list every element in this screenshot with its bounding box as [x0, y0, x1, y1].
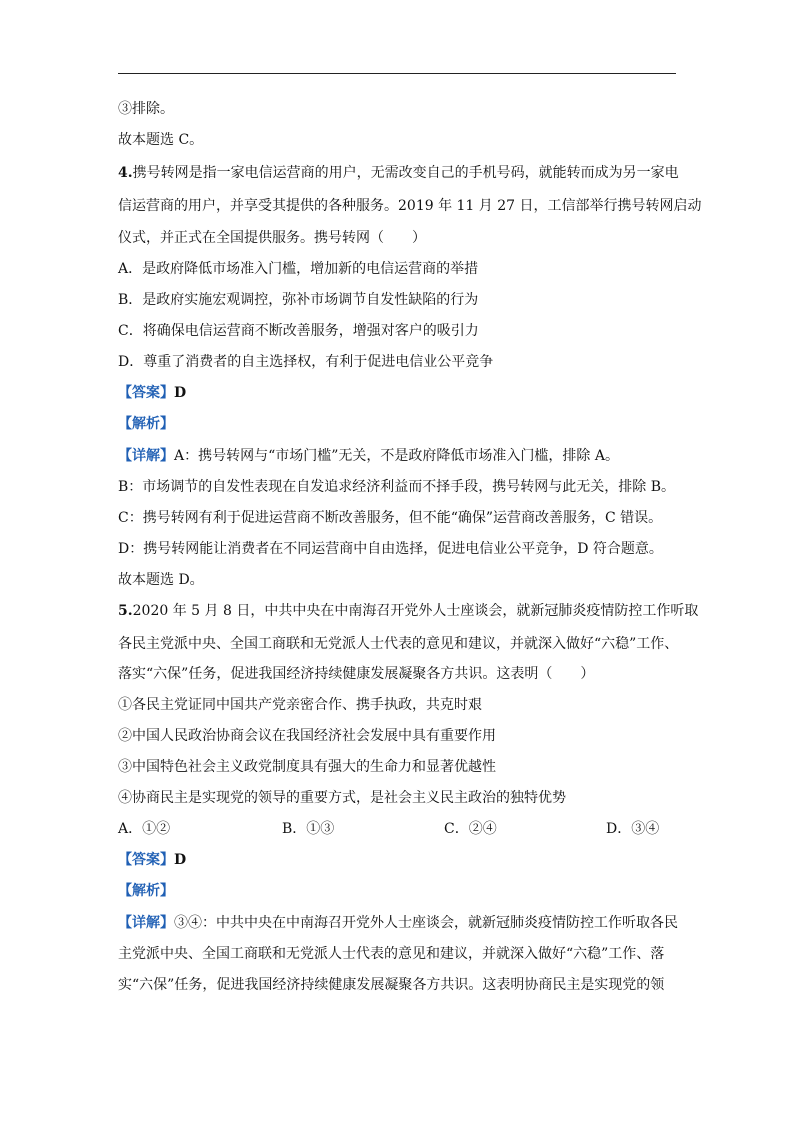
q5-statement-3: ③中国特色社会主义政党制度具有强大的生命力和显著优越性 [118, 759, 496, 775]
q5-answer [118, 850, 688, 870]
q5-answer-value: D [174, 852, 187, 868]
q4-option-d: D．尊重了消费者的自主选择权，有利于促进电信业公平竞争 [118, 354, 494, 370]
q5-choice-c: C．②④ [444, 821, 497, 837]
q4-detail-text-1: A：携号转网与“市场门槛”无关，不是政府降低市场准入门槛，排除 A。 [174, 448, 619, 464]
q5-detail-line-3: 实“六保”任务，促进我国经济持续健康发展凝聚各方共识。这表明协商民主是实现党的领 [118, 977, 665, 993]
q4-detail-line-2: B：市场调节的自发性表现在自发追求经济利益而不择手段，携号转网与此无关，排除 B。 [118, 479, 676, 495]
q5-analysis [118, 881, 688, 901]
q5-choice-d: D．③④ [606, 821, 660, 837]
q5-stem-line-3: 落实“六保”任务，促进我国经济持续健康发展凝聚各方共识。这表明（ ） [118, 666, 595, 682]
q4-stem-line-2: 信运营商的用户，并享受其提供的各种服务。2019 年 11 月 27 日，工信部举行携号转网启动 [118, 198, 702, 214]
q5-detail-line-2: 主党派中央、全国工商联和无党派人士代表的意见和建议，并就深入做好“六稳”工作、落 [118, 946, 665, 962]
q4-number: 4. [118, 165, 133, 181]
q4-analysis-label: 【解析】 [118, 416, 174, 432]
q5-detail-line-1 [118, 913, 688, 933]
q5-stem-line-1 [118, 601, 699, 621]
q4-detail-label: 【详解】 [118, 448, 174, 464]
q4-option-c: C．将确保电信运营商不断改善服务，增强对客户的吸引力 [118, 323, 479, 339]
q5-stem-line-2: 各民主党派中央、全国工商联和无党派人士代表的意见和建议，并就深入做好“六稳”工作、 [118, 636, 679, 652]
q5-detail-label: 【详解】 [118, 915, 174, 931]
q5-answer-label: 【答案】 [118, 852, 174, 868]
q4-stem-text-1: 携号转网是指一家电信运营商的用户，无需改变自己的手机号码，就能转而成为另一家电 [132, 165, 679, 181]
q4-detail-line-4: D：携号转网能让消费者在不同运营商中自由选择，促进电信业公平竞争，D 符合题意。 [118, 541, 663, 557]
q4-detail-line-3: C：携号转网有利于促进运营商不断改善服务，但不能“确保”运营商改善服务，C 错误。 [118, 510, 663, 526]
q4-analysis [118, 414, 688, 434]
q4-answer-value: D [174, 385, 187, 401]
q5-choice-a: A．①② [118, 821, 171, 837]
q5-number: 5. [118, 603, 133, 619]
q5-choice-b: B．①③ [282, 821, 335, 837]
q3-tail-line: ③排除。 [118, 101, 174, 117]
q5-analysis-label: 【解析】 [118, 883, 174, 899]
q4-answer-label: 【答案】 [118, 385, 174, 401]
header-rule [118, 73, 676, 74]
q4-detail-line-1 [118, 446, 688, 466]
q5-statement-4: ④协商民主是实现党的领导的重要方式，是社会主义民主政治的独特优势 [118, 790, 566, 806]
q5-statement-1: ①各民主党证同中国共产党亲密合作、携手执政，共克时艰 [118, 697, 482, 713]
q5-stem-text-1: 2020 年 5 月 8 日，中共中央在中南海召开党外人士座谈会，就新冠肺炎疫情防控工作听取 [132, 603, 699, 619]
q5-statement-2: ②中国人民政治协商会议在我国经济社会发展中具有重要作用 [118, 728, 496, 744]
q4-option-b: B．是政府实施宏观调控，弥补市场调节自发性缺陷的行为 [118, 292, 479, 308]
q4-answer [118, 383, 688, 403]
q3-conclusion: 故本题选 C。 [118, 132, 204, 148]
q4-stem-line-3: 仪式，并正式在全国提供服务。携号转网（ ） [118, 230, 426, 246]
q5-detail-text-1: ③④：中共中央在中南海召开党外人士座谈会，就新冠肺炎疫情防控工作听取各民 [174, 915, 678, 931]
q4-conclusion: 故本题选 D。 [118, 572, 204, 588]
q4-stem-line-1 [118, 163, 688, 183]
q4-option-a: A．是政府降低市场准入门槛，增加新的电信运营商的举措 [118, 261, 479, 277]
